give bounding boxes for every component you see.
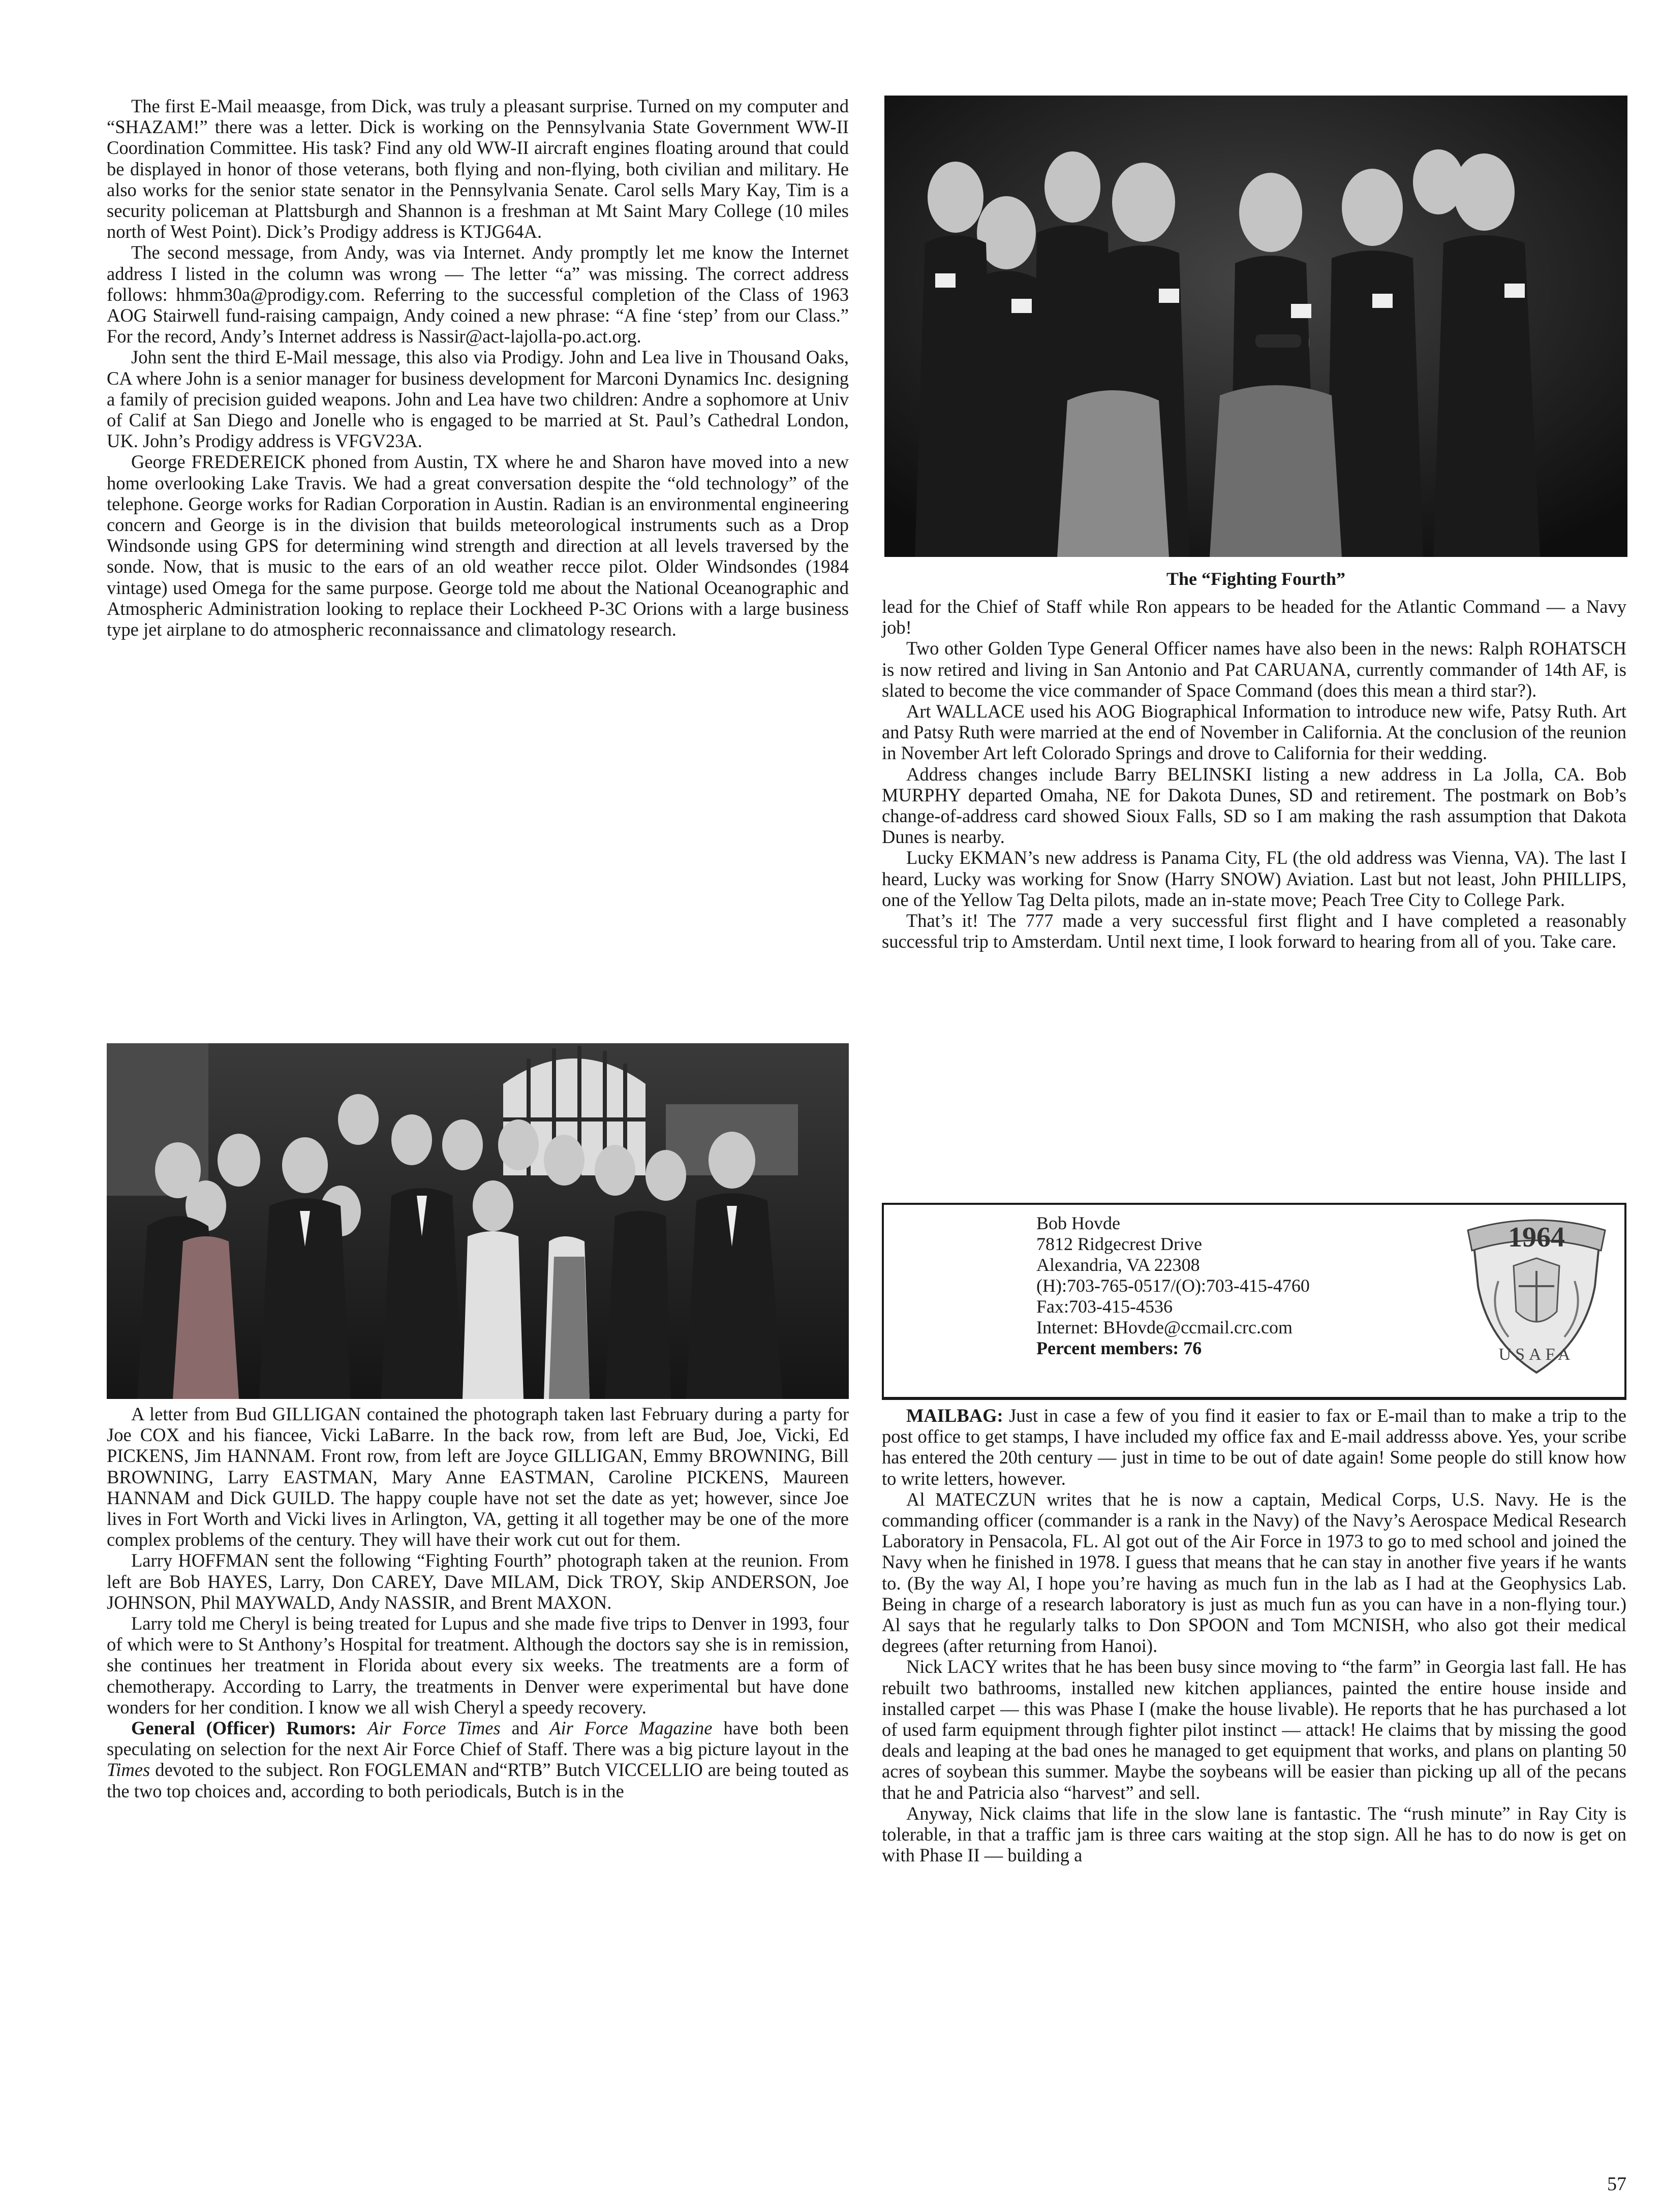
page-number: 57: [1607, 2173, 1626, 2195]
correspondent-address-box: [882, 1203, 1626, 1400]
paragraph-larry-hoffman: Larry HOFFMAN sent the following “Fighting Fourth” photograph taken at the reunion. From left are Bob HAYES, Larry, Don CAREY, Dave MILAM, Dick TROY, Skip ANDERSON, Joe JOHNSON, Phil MAYWALD, Andy NASSIR, and Brent MAXON.: [107, 1550, 849, 1613]
photo-caption: The “Fighting Fourth”: [1166, 569, 1346, 589]
paragraph-andy-email: The second message, from Andy, was via Internet. Andy promptly let me know the Internet address I listed in the column was wrong — The letter “a” was missing. The correct address follows: hhmm30a@prodigy.com. Referring to the successful completion of the Class of 1963 AOG Stairwell fund-raising campaign, Andy coined a new phrase: “A fine ‘step’ from our Class.” For the record, Andy’s Internet address is Nassir@act-lajolla-po.act.org.: [107, 242, 849, 347]
right-column-lower: [882, 1405, 1626, 1865]
paragraph-al-mateczun: Al MATECZUN writes that he is now a captain, Medical Corps, U.S. Navy. He is the commanding officer (commander is a rank in the Navy) of the Navy’s Aerospace Medical Research Laboratory in Pensacola, FL. Al got out of the Air Force in 1973 to go to med school and joined the Navy when he finished in 1978. I guess that means that he can stay in another five years if he wants to. (By the way Al, I hope you’re having as much fun in the lab as I had at the Geophysics Lab. Being in charge of a research laboratory is just as much fun as you can have in a non-flying tour.) Al says that he regularly talks to Don SPOON and Tom MCNISH, who also got their medical degrees (after returning from Hanoi).: [882, 1488, 1626, 1657]
correspondent-city: Alexandria, VA 22308: [1036, 1255, 1200, 1275]
paragraph-rumors: [107, 1718, 849, 1801]
crest-year: 1964: [1508, 1222, 1565, 1253]
paragraph-george-call: George FREDEREICK phoned from Austin, TX where he and Sharon have moved into a new home overlooking Lake Travis. We had a great conversation despite the “old technology” of the telephone. George works for Radian Corporation in Austin. Radian is an environmental engineering concern and George is in the division that builds meteorological instruments such as a Drop Windsonde using GPS for determining wind strength and direction at all levels traversed by the sonde. Now, that is music to the ears of an old weather recce pilot. Older Windsondes (1984 vintage) used Omega for the same purpose. George told me about the National Oceanographic and Atmospheric Administration looking to replace their Lockheed P-3C Orions with a large business type jet airplane to do atmospheric reconnaissance and climatology research.: [107, 451, 849, 640]
paragraph-address-changes: Address changes include Barry BELINSKI listing a new address in La Jolla, CA. Bob MURPHY departed Omaha, NE for Dakota Dunes, SD and retirement. The postmark on Bob’s change-of-address card showed Sioux Falls, SD so I am making the rash assumption that Dakota Dunes is nearby.: [882, 763, 1626, 848]
correspondent-street: 7812 Ridgecrest Drive: [1036, 1234, 1202, 1254]
address-box-bottom-rule: [882, 1397, 1626, 1400]
address-lines: [1036, 1213, 1310, 1359]
fighting-fourth-photo-image: [884, 96, 1627, 557]
correspondent-internet: Internet: BHovde@ccmail.crc.com: [1036, 1317, 1293, 1337]
correspondent-fax: Fax:703-415-4536: [1036, 1296, 1173, 1317]
class-crest-icon: [1453, 1210, 1620, 1378]
crest-text: USAFA: [1498, 1345, 1575, 1364]
percent-members: Percent members: 76: [1036, 1338, 1202, 1358]
left-column-top: [107, 96, 849, 640]
correspondent-phones: (H):703-765-0517/(O):703-415-4760: [1036, 1275, 1310, 1296]
rumors-text-2: devoted to the subject. Ron FOGLEMAN and“RTB” Butch VICCELLIO are being touted as the two top choices and, according to both periodicals, Butch is in the: [107, 1759, 849, 1801]
rumors-pub-1: Air Force Times: [367, 1718, 501, 1739]
paragraph-closing: That’s it! The 777 made a very successful first flight and I have completed a reasonably successful trip to Amsterdam. Until next time, I look forward to hearing from all of you. Take care.: [882, 910, 1626, 952]
paragraph-slow-lane: Anyway, Nick claims that life in the slow lane is fantastic. The “rush minute” in Ray City is tolerable, in that a traffic jam is three cars waiting at the stop sign. All he has to do now is get on with Phase II — building a: [882, 1802, 1626, 1866]
correspondent-name: Bob Hovde: [1036, 1213, 1120, 1233]
mailbag-text: Just in case a few of you find it easier to fax or E-mail than to make a trip to the post office to get stamps, I have included my office fax and E-mail addresss above. Yes, your scribe has entered the 20th century — just in time to be out of date again! Some people do still know how to write letters, however.: [882, 1405, 1626, 1489]
paragraph-lucky-ekman: Lucky EKMAN’s new address is Panama City, FL (the old address was Vienna, VA). The last I heard, Lucky was working for Snow (Harry SNOW) Aviation. Last but not least, John PHILLIPS, one of the Yellow Tag Delta pilots, made an in-state move; Peach Tree City to College Park.: [882, 847, 1626, 910]
paragraph-nick-lacy: Nick LACY writes that he has been busy since moving to “the farm” in Georgia last fall. He has rebuilt two bathrooms, installed new kitchen appliances, painted the entire house inside and installed carpet — this was Phase I (make the house livable). He reports that he has purchased a lot of used farm equipment through fighter pilot instinct — attack! He claims that by missing the good deals and leaping at the bad ones he managed to get equipment that works, and plans on planting 50 acres of soybean this summer. Maybe the soybeans will be easier than picking up all of the pecans that he and Patricia also “harvest” and sell.: [882, 1656, 1626, 1803]
paragraph-chief-of-staff: lead for the Chief of Staff while Ron appears to be headed for the Atlantic Command — a Navy job!: [882, 596, 1626, 638]
paragraph-mailbag: [882, 1405, 1626, 1489]
right-column-mid: [882, 596, 1626, 952]
rumors-pub-2: Air Force Magazine: [549, 1718, 713, 1739]
paragraph-bud-gilligan: A letter from Bud GILLIGAN contained the photograph taken last February during a party for Joe COX and his fiancee, Vicki LaBarre. In the back row, from left are Bud, Joe, Vicki, Ed PICKENS, Jim HANNAM. Front row, from left are Joyce GILLIGAN, Emmy BROWNING, Bill BROWNING, Larry EASTMAN, Mary Anne EASTMAN, Caroline PICKENS, Maureen HANNAM and Dick GUILD. The happy couple have not set the date as yet; however, since Joe lives in Fort Worth and Vicki lives in Arlington, VA, getting it all together may be one of the more complex problems of the century. They will have their work cut out for them.: [107, 1404, 849, 1550]
paragraph-general-officers: Two other Golden Type General Officer names have also been in the news: Ralph ROHATSCH is now retired and living in San Antonio and Pat CARUANA, currently commander of 14th AF, is slated to become the vice commander of Space Command (does this mean a third star?).: [882, 638, 1626, 701]
paragraph-john-email: John sent the third E-Mail message, this also via Prodigy. John and Lea live in Thousand Oaks, CA where John is a senior manager for business development for Marconi Dynamics Inc. designing a family of precision guided weapons. John and Lea have two children: Andre a sophomore at Univ of Calif at San Diego and Jonelle who is engaged to be married at St. Paul’s Cathedral London, UK. John’s Prodigy address is VFGV23A.: [107, 347, 849, 452]
rumors-text-1: have both been speculating on selection for the next Air Force Chief of Staff. There was a big picture layout in the: [107, 1718, 849, 1760]
paragraph-cheryl: Larry told me Cheryl is being treated for Lupus and she made five trips to Denver in 1993, four of which were to St Anthony’s Hospital for treatment. Although the doctors say she is in remission, she continues her treatment in Florida about every six weeks. The treatments are a form of chemotherapy. According to Larry, the treatments in Denver were experimental but have done wonders for her condition. I know we all wish Cheryl a speedy recovery.: [107, 1613, 849, 1718]
rumors-pub-3: Times: [107, 1759, 150, 1781]
fighting-fourth-photo: [884, 96, 1627, 557]
left-column-lower: [107, 1404, 849, 1801]
rumors-heading: General (Officer) Rumors:: [131, 1718, 357, 1739]
party-photo-image: [107, 1043, 849, 1399]
mailbag-heading: MAILBAG:: [906, 1405, 1003, 1426]
paragraph-art-wallace: Art WALLACE used his AOG Biographical Information to introduce new wife, Patsy Ruth. Art and Patsy Ruth were married at the end of November in California. At the conclusion of the reunion in November Art left Colorado Springs and drove to California for their wedding.: [882, 701, 1626, 764]
party-photo: [107, 1043, 849, 1399]
rumors-and: and: [500, 1718, 550, 1739]
paragraph-dick-email: The first E-Mail meaasge, from Dick, was truly a pleasant surprise. Turned on my computer and “SHAZAM!” there was a letter. Dick is working on the Pennsylvania State Government WW-II Coordination Committee. His task? Find any old WW-II aircraft engines floating around that could be displayed in honor of those veterans, both flying and non-flying, both civilian and military. He also works for the senior state senator in the Pennsylvania Senate. Carol sells Mary Kay, Tim is a security policeman at Plattsburgh and Shannon is a freshman at Mt Saint Mary College (10 miles north of West Point). Dick’s Prodigy address is KTJG64A.: [107, 96, 849, 242]
